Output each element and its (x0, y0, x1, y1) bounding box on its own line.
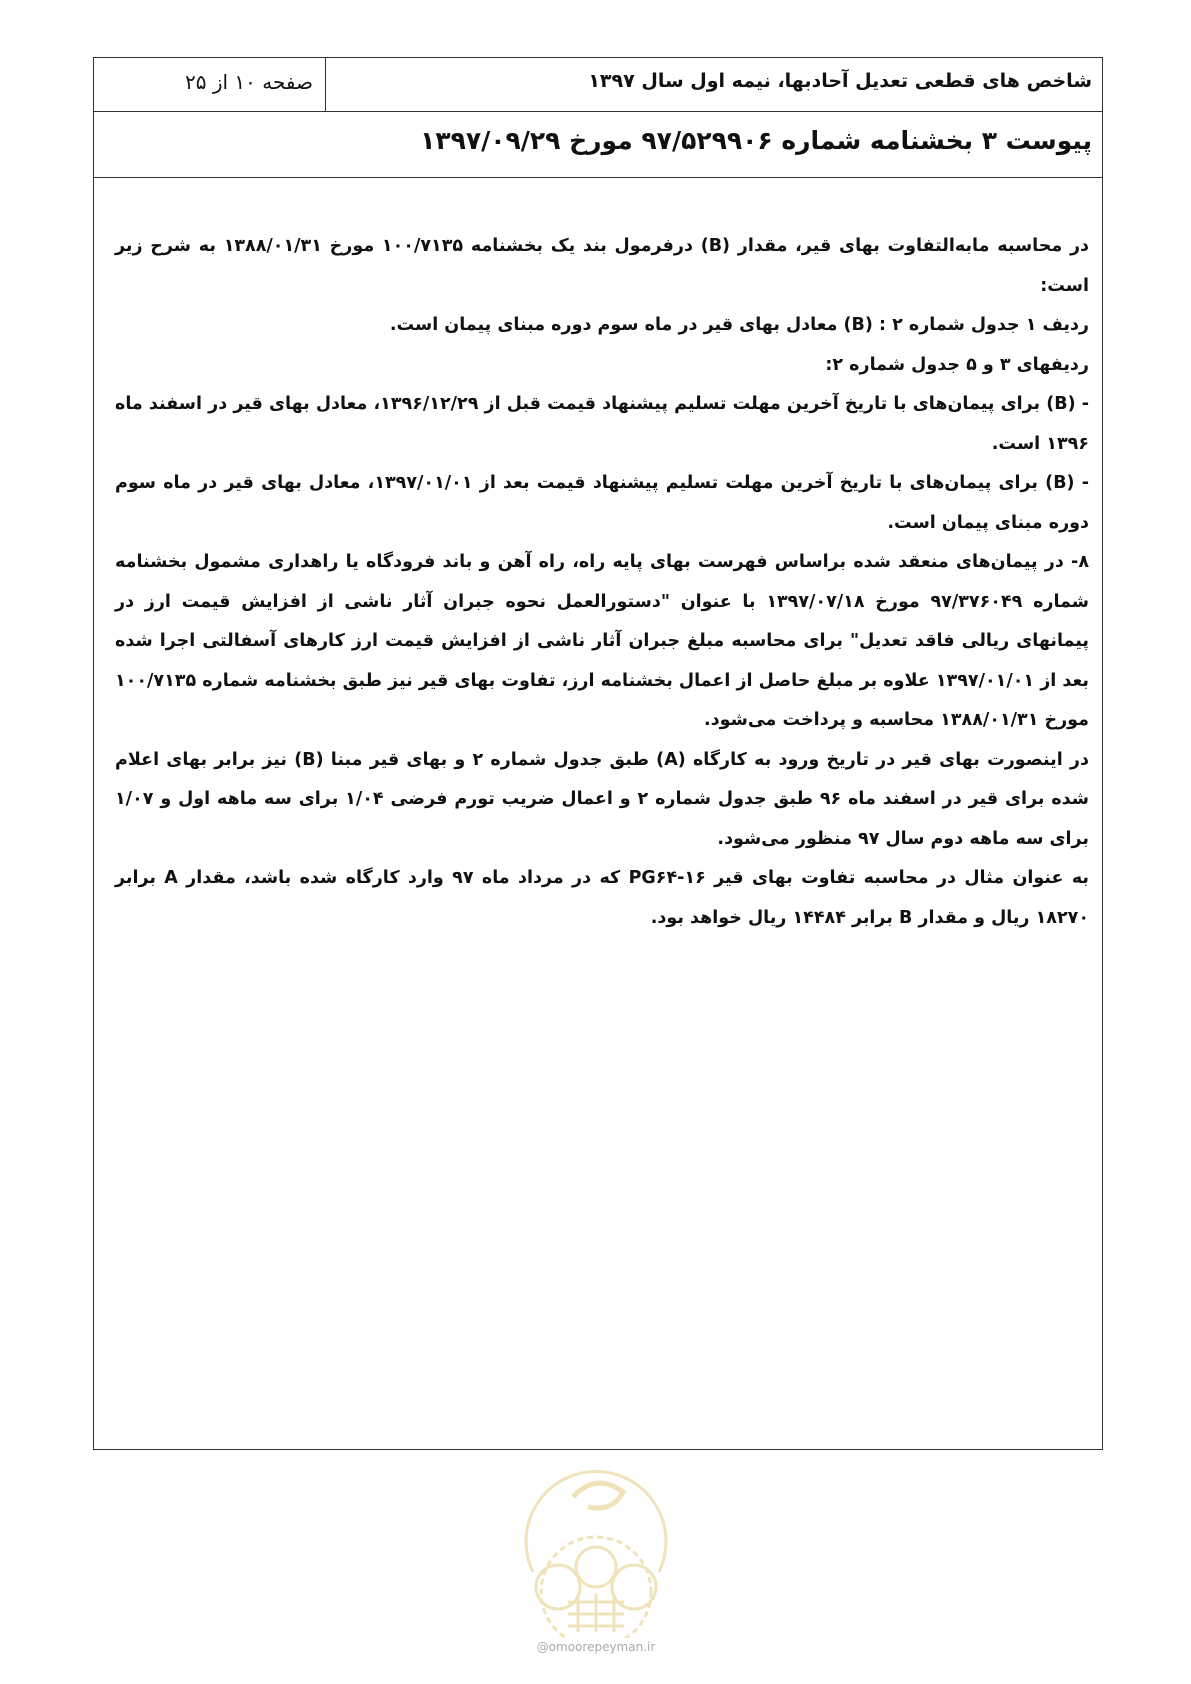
paragraph-example: به عنوان مثال در محاسبه تفاوت بهای قیر PG۶۴-۱۶ که در مرداد ماه ۹۷ وارد کارگاه شده باشد، مقدار A برابر ۱۸۲۷۰ ریال و مقدار B برابر ۱۴۴۸۴ ریال خواهد بود. (115, 868, 1090, 928)
paragraph-after-date: - (B) برای پیمان‌های با تاریخ آخرین مهلت تسلیم پیشنهاد قیمت بعد از ۱۳۹۷/۰۱/۰۱، معادل بهای قیر در ماه سوم دوره مبنای پیمان است. (115, 473, 1089, 533)
page-number: صفحه ۱۰ از ۲۵ (185, 70, 313, 94)
paragraph-intro: در محاسبه مابه‌التفاوت بهای قیر، مقدار (B) درفرمول بند یک بخشنامه ۱۰۰/۷۱۳۵ مورخ ۱۳۸۸/۰۱/۳۱ به شرح زیر است: (115, 236, 1089, 296)
body-container (93, 57, 1103, 1450)
paragraph-calculation: در اینصورت بهای قیر در تاریخ ورود به کارگاه (A) طبق جدول شماره ۲ و بهای قیر مبنا (B) نیز برابر بهای اعلام شده برای قیر در اسفند ماه ۹۶ طبق جدول شماره ۲ و اعمال ضریب تورم فرضی ۱/۰۴ برای سه ماهه اول و ۱/۰۷ برای سه ماهه دوم سال ۹۷ منظور می‌شود. (115, 749, 1089, 849)
omoore-peyman-seal-icon (503, 1452, 689, 1638)
circular-reference: پیوست ۳ بخشنامه شماره ۹۷/۵۲۹۹۰۶ مورخ ۱۳۹۷/۰۹/۲۹ (420, 126, 1092, 155)
watermark-url: @omoorepeyman.ir (536, 1640, 656, 1654)
paragraph-before-date: - (B) برای پیمان‌های با تاریخ آخرین مهلت تسلیم پیشنهاد قیمت قبل از ۱۳۹۶/۱۲/۲۹، معادل بهای قیر در اسفند ماه ۱۳۹۶ است. (115, 394, 1090, 454)
paragraph-row1: ردیف ۱ جدول شماره ۲ : (B) معادل بهای قیر در ماه سوم دوره مبنای پیمان است. (389, 315, 1089, 335)
paragraph-item-8: ۸- در پیمان‌های منعقد شده براساس فهرست بهای پایه راه، راه آهن و باند فرودگاه یا راهداری مشمول بخشنامه شماره ۹۷/۳۷۶۰۴۹ مورخ ۱۳۹۷/۰۷/۱۸ با عنوان "دستورالعمل نحوه جبران آثار ناشی از افزایش قیمت ارز در پیمانهای ریالی فاقد تعدیل" برای محاسبه مبلغ جبران آثار ناشی از افزایش قیمت ارز کارهای آسفالتی اجرا شده بعد از ۱۳۹۷/۰۱/۰۱ علاوه بر مبلغ حاصل از اعمال بخشنامه ارز، تفاوت بهای قیر نیز طبق بخشنامه شماره ۱۰۰/۷۱۳۵ مورخ ۱۳۸۸/۰۱/۳۱ محاسبه و پرداخت می‌شود. (115, 552, 1089, 730)
document-body (115, 227, 1089, 938)
paragraph-rows-3-5: ردیفهای ۳ و ۵ جدول شماره ۲: (825, 354, 1089, 375)
document-title: شاخص های قطعی تعدیل آحادبها، نیمه اول سال ۱۳۹۷ (588, 70, 1092, 92)
